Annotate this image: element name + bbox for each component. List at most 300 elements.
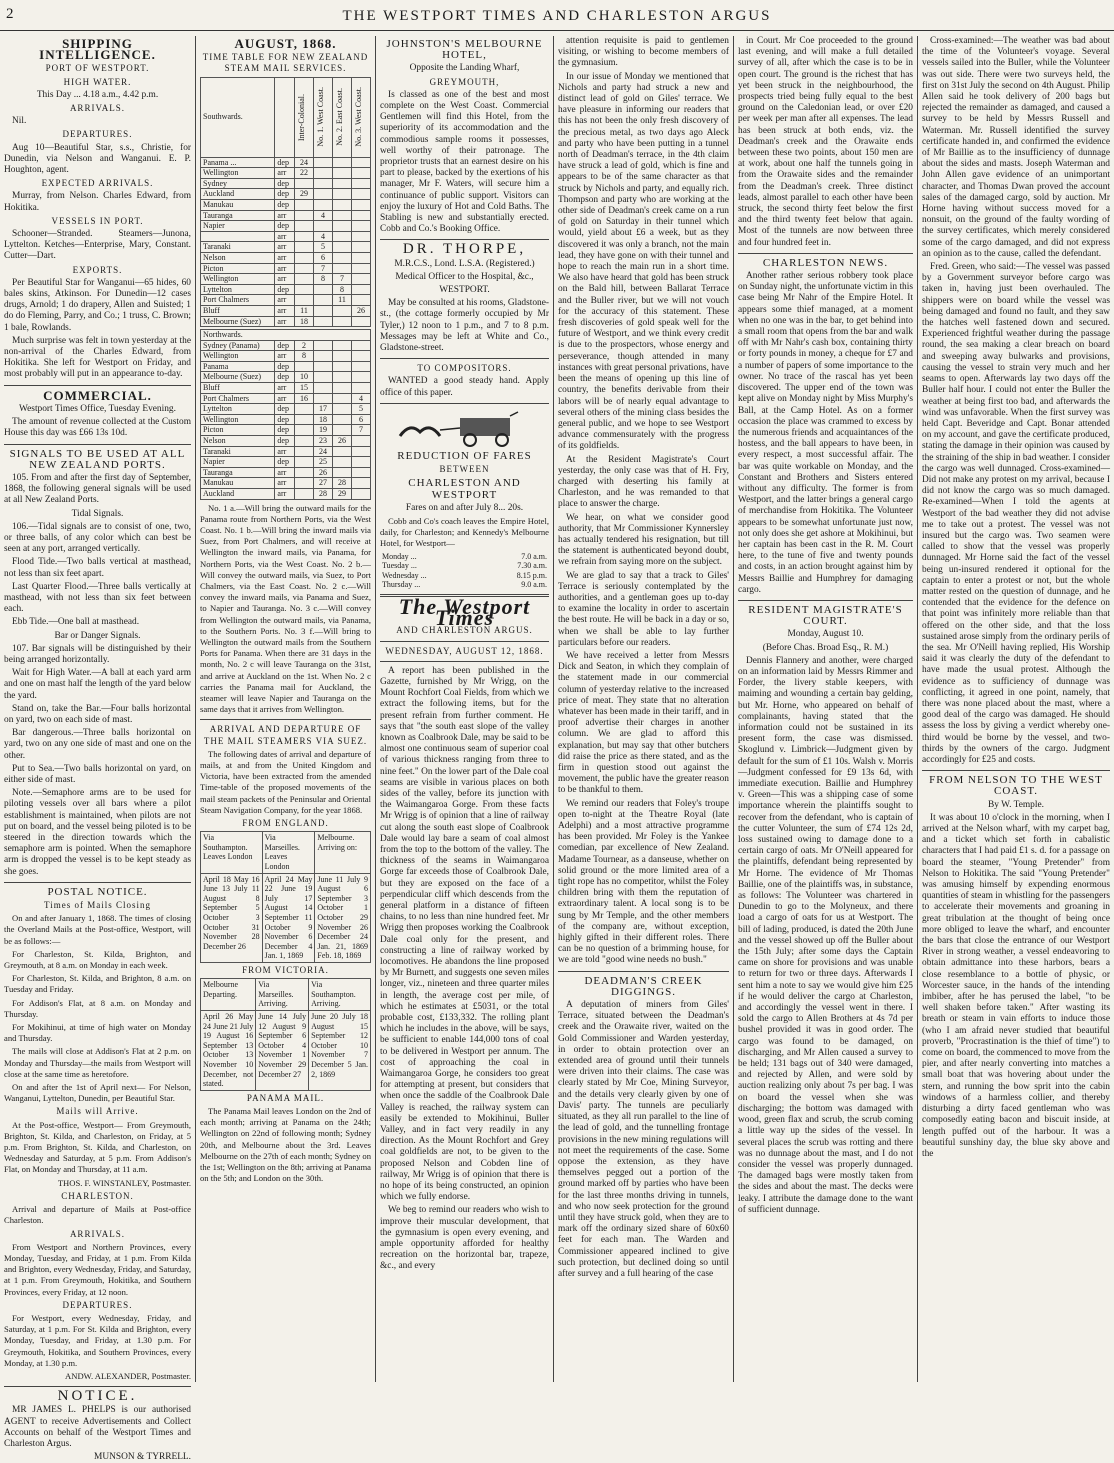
south-cell — [333, 168, 352, 179]
masthead-date: WEDNESDAY, AUGUST 12, 1868. — [385, 645, 544, 656]
north-cell: Auckland — [201, 489, 275, 500]
north-row — [201, 361, 371, 372]
north-cell — [333, 446, 352, 457]
south-cell: arr — [275, 263, 295, 274]
north-row — [201, 404, 371, 415]
south-cell: Auckland — [201, 189, 275, 200]
north-cell: 6 — [352, 414, 371, 425]
north-cell — [314, 351, 333, 362]
south-cell: arr — [275, 168, 295, 179]
charleston-intro: Arrival and departure of Mails at Post-office Charleston. — [4, 1204, 191, 1226]
north-cell: dep — [275, 425, 295, 436]
north-cell: Melbourne (Suez) — [201, 372, 275, 383]
c5-text-a: in Court. Mr Coe proceeded to the ground last evening, and will make a full detailed survey of all, after which the case is to be in open court. The ground is the richest that has yet been struck in the neighbourhood, the prospects tried being fully equal to the best ground on the Caledonian lead, or over £20 per week per man after all expenses. The lead has been struck at both ends, viz. the Deadman's creek and the Orawaite ends between these two points, about 150 men are at work, about one half the tunnels going in from the Orawaite sides and the remainder from the Deadman's creek. Three distinct leads, almost parallel to each other have been struck, the second thirty feet below the first and the third twenty feet below that again. Most of the tunnels are now between three and four hundred feet in. — [738, 36, 913, 248]
masthead-argus: AND CHARLESTON ARGUS. — [396, 625, 533, 636]
notice-title: NOTICE. — [57, 1388, 138, 1405]
north-cell: 7 — [352, 425, 371, 436]
fares-row — [380, 580, 549, 590]
north-cell — [295, 361, 314, 372]
south-cell — [295, 252, 314, 263]
notice-text: MR JAMES L. PHELPS is our authorised AGENT to receive Advertisements and Collect Accounts on behalf of the Westport Times and Charleston Argus. — [4, 1405, 191, 1449]
diggings-title: DEADMAN'S CREEK DIGGINGS. — [584, 974, 703, 998]
court-title: RESIDENT MAGISTRATE'S COURT. — [748, 603, 903, 628]
south-cell: Tauranga — [201, 210, 275, 221]
north-cell: 29 — [333, 489, 352, 500]
charleston-label: CHARLESTON. — [61, 1190, 134, 1201]
timetable-south — [200, 77, 371, 328]
eng-head-1: Via Southampton. Leaves London — [201, 832, 263, 873]
departures2-label: DEPARTURES. — [62, 1299, 133, 1310]
timetable-notes: No. 1 a.—Will bring the outward mails for the Panama route from Northern Ports, via the West Coast. No. 1 b.—Will bring the inward mails via Suez, from Port Chalmers, and will receive at Wellington the inward mails, via Panama, for Northern Ports, via the West Coast. No. 2 b.—Will convey the outward mails, via Suez, to Port Chalmers, via the East Coast. No. 2 c.—Will convey the inward mails, via Panama and Suez, to Napier and Tauranga. No. 3 c.—Will convey from Wellington the outward mails, via Panama, to the Southern Ports. No. 3 f.—Will bring to Wellington the outward mails from the Southern Ports for Panama. When there are 31 days in the month, No. 2 c will leave Tauranga on the 31st, and arrive at Auckland on the 1st. When No. 2 c carries the Panama mail for Auckland, the steamer will leave Napier and Tauranga on the same days that it arrives from Wellington. — [200, 502, 371, 715]
south-cell — [352, 252, 371, 263]
south-cell: Wellington — [201, 168, 275, 179]
north-row — [201, 446, 371, 457]
south-row — [201, 210, 371, 221]
south-cell: Wellington — [201, 274, 275, 285]
south-cell: dep — [275, 189, 295, 200]
eng-col-2: April 24 May 22 June 19 July 17 August 14 September 11 October 9 November 6 December 4 Jan. 1, 1869 — [262, 873, 315, 962]
notice-sign: MUNSON & TYRRELL. — [94, 1452, 191, 1463]
court-before: (Before Chas. Broad Esq., R. M.) — [762, 642, 889, 653]
north-cell: arr — [275, 446, 295, 457]
south-row — [201, 189, 371, 200]
south-cell — [352, 199, 371, 210]
north-cell — [295, 425, 314, 436]
column-6 — [918, 36, 1114, 1382]
vic-head-2: Via Marseilles. Arriving. — [256, 979, 309, 1011]
south-row — [201, 221, 371, 232]
north-cell: 23 — [314, 436, 333, 447]
newspaper-title: THE WESTPORT TIMES AND CHARLESTON ARGUS — [342, 8, 772, 24]
column-5 — [734, 36, 918, 1382]
north-cell: 10 — [295, 372, 314, 383]
south-cell — [352, 274, 371, 285]
north-cell: dep — [275, 340, 295, 351]
north-cell — [333, 351, 352, 362]
north-cell: 17 — [314, 404, 333, 415]
news-title: CHARLESTON NEWS. — [762, 256, 889, 269]
north-cell — [352, 383, 371, 394]
south-cell: Panama ... — [201, 157, 275, 168]
flood-tide: Flood Tide.—Two balls vertical at masthead, not less than six feet apart. — [4, 557, 191, 579]
timetable-north — [200, 329, 371, 500]
column-3 — [376, 36, 554, 1382]
eng-head-3: Melbourne. Arriving on: — [315, 832, 371, 873]
south-cell — [352, 168, 371, 179]
south-cell: arr — [275, 305, 295, 316]
south-cell — [333, 252, 352, 263]
paper-masthead: The Westport Times — [398, 593, 531, 631]
south-row — [201, 316, 371, 327]
fare-day: Tuesday ... — [382, 561, 417, 571]
north-cell — [352, 372, 371, 383]
c4-text-f: We have received a letter from Messrs Dick and Seaton, in which they complain of the statement made in our commercial column of yesterday relative to the increased price of meat. They state that no alteration whatever has been made in their tariff, and in proof advertise their charges in another column. We are glad to afford this explanation, but may say that other butchers did raise the price as there stated, and as the firm in question stood out against the movement, the public have the greater reason to be thankful to them. — [558, 650, 729, 796]
postal-title: POSTAL NOTICE. — [47, 885, 148, 898]
page-number: 2 — [6, 6, 14, 22]
north-cell: arr — [275, 383, 295, 394]
commercial-text: The amount of revenue collected at the Custom House this day was £66 13s 10d. — [4, 417, 191, 439]
south-cell — [295, 231, 314, 242]
south-cell: Melbourne (Suez) — [201, 316, 275, 327]
north-cell: 26 — [333, 436, 352, 447]
court-text: Dennis Flannery and another, were charged on an information laid by Messrs Rimmer and Forder, the livery stable keepers, with maiming and wounding a certain bay gelding, but Mr. Horne, who appeared on behalf of complainants, having stated that the information could not be sustained in its present form, the case was dismissed. Skoglund v. Limbrick—Judgment given by default for the sum of £1 10s. Walsh v. Morris—Judgment confessed for £9 13s 6d, with immediate execution. Baillie and Humphrey v. Green—This was a shipping case of some importance wherein the plaintiffs sought to recover from the defendant, who is captain of the cutter Volunteer, the sum of £74 12s 2d, loss sustained owing to damage done to a certain cargo of oats. Mr O'Neill appeared for the plaintiffs, defendant being represented by Mr Horne. The evidence of Mr Thomas Baillie, one of the plaintiffs was, in substance, as follows: The Volunteer was chartered in Dunedin to go to the Molyneux, and there load a cargo of oats for us at Westport. The bill of lading, produced, is dated the 20th June and the vessel showed up off the Buller about the 15th July; after some days the Captain came on shore for provisions and was unable to return for two or three days. Afterwards I sent him a note to say we would give him £25 if he would deliver the cargo at Charleston, and accordingly the vessel went in there. I sold the cargo to Allen Brothers at 4s 7d per bushel provided it was in good order. The cargo was found to be damaged, on discharging, and Mr Allen caused a survey to be held; 131 bags out of 340 were damaged, and rejected by Allen, and were sold by auction realizing only about 7s per bag. I was on board the vessel when she was discharging; the bottom was damaged with wood, green flax and scrub, the scrub coming a little way up the sides of the vessel. In several places the scrub was rotting and there was no dunnage about the mast, and I do not consider the vessel was properly dunnaged. The damaged bags were mostly taken from the sides and about the mast. The decks were leaky. I attribute the damage done to the want of sufficient dunnage. — [738, 655, 913, 1215]
south-row — [201, 274, 371, 285]
south-cell — [333, 157, 352, 168]
column-1 — [0, 36, 196, 1463]
north-cell — [352, 361, 371, 372]
vessels: Schooner—Stranded. Steamers—Junona, Lyttelton. Ketches—Enterprise, Mary, Constant. Cutter—Dart. — [4, 229, 191, 262]
south-cell — [352, 189, 371, 200]
south-row — [201, 295, 371, 306]
bar-dangerous: Bar dangerous.—Three balls horizontal on yard, two on any one side of mast and one on the other. — [4, 728, 191, 761]
north-cell — [314, 393, 333, 404]
south-cell — [314, 189, 333, 200]
north-cell — [333, 404, 352, 415]
north-cell: 28 — [314, 489, 333, 500]
south-cell: 29 — [295, 189, 314, 200]
north-cell: 5 — [352, 404, 371, 415]
north-cell: 15 — [295, 383, 314, 394]
column-2 — [196, 36, 376, 1382]
south-cell: 11 — [295, 305, 314, 316]
victoria-table — [200, 978, 371, 1091]
north-cell: dep — [275, 436, 295, 447]
north-cell — [352, 436, 371, 447]
south-cell — [295, 242, 314, 253]
north-row — [201, 467, 371, 478]
south-cell: arr — [275, 231, 295, 242]
south-cell — [314, 199, 333, 210]
north-cell: Taranaki — [201, 446, 275, 457]
hotel-title: JOHNSTON'S MELBOURNE HOTEL, — [386, 38, 543, 62]
north-cell — [314, 383, 333, 394]
vic-head-1: Melbourne Departing. — [201, 979, 256, 1011]
dr-town: WESTPORT. — [439, 285, 490, 296]
fares-row — [380, 571, 549, 581]
south-cell — [352, 242, 371, 253]
north-cell — [352, 489, 371, 500]
north-cell: Manukau — [201, 478, 275, 489]
south-cell — [333, 199, 352, 210]
south-cell: Napier — [201, 221, 275, 232]
fare-day: Wednesday ... — [382, 570, 427, 580]
c6-text-b: Fred. Green, who said:—The vessel was passed by a Government surveyor before cargo was taken in, having just been overhauled. The shippers were on board while the vessel was being damaged and found no fault, and they saw the hatches well fastened down and secured. Experienced frightful weather during the passage round, the sea making a clear breach on board and sweeping away bulwarks and provisions, causing the vessel to strain very much and her seams to open. Afterwards lay two days off the Buller half hour. I could not enter the Buller the weather at being first too bad, and afterwards the wind was unfavorable. When the first survey was held Capt. Beveridge and Capt. Bonar attended on my account, and gave the certificate produced, stating the damage in their opinion was caused by the straining of the ship in bad weather. I consider the cargo was well dunnaged. Cross-examined—Did not make any protest on my arrival, because I did not know the cargo was so much damaged. Re-examined—When I told the agents at Westport of the bad weather they did not advise me to take out a protest. The vessel was not insured but the cargo was. Two seamen were called to show that the vessel was properly dunnaged. Mr Horne said the fact of the vessel being un-insured rendered it optional for the captain to enter a protest or not, but the whole matter rested on the question of dunnage, and he contended that the evidence for the defence on that point was infinitely more reliable than that offered on the other side, and that the loss sustained arose simply from the ordinary perils of the sea. Mr O'Neill having replied, His Worship said it was clearly the duty of the defendant to have made the usual protest. Although the evidence as to sufficiency of dunnage was conflicting, it agreed in one point, namely, that there was none placed about the mast, where a good deal of the cargo was damaged. He should assess the loss by giving a verdict whereby one-third would be borne by the vessel, and two-thirds by the owners of the cargo. Judgment accordingly for £25 and costs. — [922, 262, 1110, 765]
north-cell: Port Chalmers — [201, 393, 275, 404]
north-cell — [295, 446, 314, 457]
comp-text: WANTED a good steady hand. Apply office of this paper. — [380, 376, 549, 398]
postmaster-2: ANDW. ALEXANDER, Postmaster. — [65, 1370, 191, 1381]
north-cell: arr — [275, 467, 295, 478]
semaphore-note: Note.—Semaphore arms are to be used for piloting vessels over all bars where a pilot establishment is maintained, when pilots are not put on board, and the vessel being piloted is to be steered in the direction towards which the semaphore arm is pointed. When the semaphore arm is dropped the vessel is to be kept steady as she goes. — [4, 788, 191, 877]
bar-label: Bar or Danger Signals. — [54, 630, 141, 641]
vic-col-3: June 20 July 18 August 15 September 12 October 10 November 7 December 5 Jan. 2, 1869 — [309, 1011, 371, 1091]
south-row — [201, 199, 371, 210]
south-cell — [314, 295, 333, 306]
north-cell — [314, 372, 333, 383]
south-row — [201, 263, 371, 274]
south-cell — [333, 305, 352, 316]
high-water: This Day ... 4.18 a.m., 4.42 p.m. — [36, 89, 159, 100]
south-cell: dep — [275, 199, 295, 210]
south-cell — [314, 157, 333, 168]
postal-2: For Charleston, St. Kilda, and Brighton, 8 a.m. on Tuesday and Friday. — [4, 973, 191, 995]
north-cell — [333, 372, 352, 383]
north-cell — [314, 340, 333, 351]
north-cell: Nelson — [201, 436, 275, 447]
south-cell — [295, 221, 314, 232]
west-coast-3-heading: No. 3. West Coast. — [354, 87, 363, 147]
column-4 — [554, 36, 734, 1382]
departures-label: DEPARTURES. — [62, 129, 133, 140]
north-cell — [333, 393, 352, 404]
fare-time: 8.15 p.m. — [516, 570, 547, 580]
southwards-heading: Southwards. — [201, 77, 275, 157]
south-cell: Manukau — [201, 199, 275, 210]
court-date: Monday, August 10. — [787, 629, 864, 640]
england-table — [200, 831, 371, 963]
south-row — [201, 168, 371, 179]
south-cell: arr — [275, 295, 295, 306]
south-cell — [333, 231, 352, 242]
date-title: AUGUST, 1868. — [234, 36, 337, 51]
south-cell: 4 — [314, 231, 333, 242]
north-cell: 26 — [314, 467, 333, 478]
south-row — [201, 231, 371, 242]
south-row — [201, 284, 371, 295]
south-cell — [352, 231, 371, 242]
exports: Per Beautiful Star for Wanganui—65 hides, 60 bales skins, Atkinson. For Dunedin—12 cases drugs, Arnold; 1 do drapery, Allen and Suisted; 1 do do Fleming, Parry, and Co.; 1 truss, C. Brown; 1 bale, Rowlands. — [4, 277, 191, 333]
north-cell: Bluff — [201, 383, 275, 394]
north-cell — [333, 361, 352, 372]
south-cell: Taranaki — [201, 242, 275, 253]
north-cell: 8 — [295, 351, 314, 362]
dr-officer: Medical Officer to the Hospital, &c., — [395, 271, 534, 282]
north-row — [201, 478, 371, 489]
south-cell: 22 — [295, 168, 314, 179]
port-heading: PORT OF WESTPORT. — [45, 63, 150, 74]
north-cell — [352, 340, 371, 351]
south-cell — [352, 210, 371, 221]
news-text: Another rather serious robbery took place on Sunday night, the unfortunate victim in this case being Mr Nahr of the Empire Hotel. It appears some thief managed, at a moment when no one was in the bar, to get behind into a small room that opens from the bar and walk off with Mr Nahr's cash box, containing thirty or forty pounds in money, a cheque for £7 and a number of papers of some importance to the owner. No trace of the rascal has yet been discovered. The upper end of the town was kept alive on Monday night by Miss Murphy's Ball, at the Camp Hotel. As on a former occasion the place was crammed to excess by the numerous friends and acquaintances of the hostess, and the ball appears to have been, in every respect, a most successful affair. The bar was quite workable on Monday, and the Constant and Brothers and Sisters entered without any difficulty. The former is from Westport, and the latter brings a general cargo of merchandise from Hokitika. The Volunteer appears to be somewhat unfortunate just now, not only does she get ashore at Mokihinui, but her captain has been cast in the R. M. Court here, to the tune of five and twenty pounds and costs, in an action brought against him by Messrs Baillie and Humphrey for damaging cargo. — [738, 271, 913, 595]
south-cell — [295, 284, 314, 295]
south-cell — [295, 274, 314, 285]
north-cell — [333, 467, 352, 478]
north-row — [201, 351, 371, 362]
north-cell — [295, 414, 314, 425]
shipping-title: SHIPPING INTELLIGENCE. — [39, 36, 156, 63]
south-cell: arr — [275, 210, 295, 221]
south-cell — [295, 199, 314, 210]
ebb-tide: Ebb Tide.—One ball at masthead. — [12, 617, 140, 628]
nelson-text: It was about 10 o'clock in the morning, when I arrived at the Nelson wharf, with my carpet bag, and a ticket which set forth in cabalistic characters that I had paid £1 s. d. for a passage on board the steamer, "Young Pretender" from Nelson to Hokitika. The said "Young Pretender" was amusing himself by expending enormous quantities of steam in whistling for the passengers to accelerate their movements and groaning in great tribulation at the thought of being once more obliged to leave the wharf, and encounter the bars that close the entrance of our Westport River in strong weather, a vessel endeavoring to obtain admittance into these harbors, bears a close resemblance to a bottle of physic, or Worcester sauce, in the hands of the intending imbiber, after he has perused the label, "to be well shaken before taken." After wasting its breath or steam in vain efforts to induce those (who I am afraid never studied that beautiful proverb, "Procrastination is the thief of time") to come on board, the commenced to move from the pier, and after nearly converting into matches a small boat that was hovering about under the stern, and running the bow sprit into the cabin windows of a harmless collier, and thereby disturbing a dirty faced gentleman who was composedly eating bacon and biscuit inside, at length puffed out of the harbour. It was a beautiful sunshiny day, the blue sky above and the — [922, 812, 1110, 1159]
concern: Much surprise was felt in town yesterday at the non-arrival of the Charles Edward, from Hokitika. She left for Westport on Friday, and most probably will put in an appearance to-day. — [4, 335, 191, 380]
exports-label: EXPORTS. — [72, 264, 123, 275]
nelson-by: By W. Temple. — [988, 799, 1044, 810]
south-cell — [333, 178, 352, 189]
north-cell — [352, 478, 371, 489]
leader-text: A report has been published in the Gazette, furnished by Mr Wrigg, on the Mount Rochfort Coal Fields, from which we extract the following items, but for the present refrain from further comment. He says that "the south east slope of the valley known as Coalbrook Dale, may be said to be almost one continuous seam of superior coal of various thickness ranging from three to nine feet." On the lower part of the Dale coal seams are visible in various places on both sides of the valley, before its junction with the Waimangaroa Gorge. From these facts Mr Wrigg is of opinion that a line of railway cut along the south east slope of Coalbrook Dale would lay bare a seam of coal almost from the top to the bottom of the valley. The thickness of the seams in Waimangaroa Gorge far exceeds those of Coalbrook Dale, but they are exposed on the face of a perpendicular cliff which descends from the general platform in a distance of fifteen chains, to no less than nine hundred feet. Mr Wrigg then proposes working the Coalbrook Dale coal only for the present, and constructing a line of railway worked by locomotives. He abandons the line proposed by Mr Burnett, and suggests one seven miles longer, viz., nineteen and three quarter miles in length, the average cost per mile, of which he estimates at £5031, or the total probable cost, £133,332. The rolling plant which he includes in the above, will be says, be sufficient to enable 144,000 tons of coal to be delivered in Westport per annum. The cost of approaching the coal in Waimangaroa Gorge, he considers too great for attempting at present, but considers that when once the saddle of the Coalbrook Dale Valley is reached, the railway system can easily be extended to Mokihinui, Buller Valley, and in fact very readily in any direction. As the Mount Rochfort and Grey coal goldfields are not, to be given to the proposed Nelson and Cobden line of railway, Mr Wrigg is of opinion that there is no hope of its being constructed, an opinion which we fully endorse. — [380, 665, 549, 1203]
hotel-town: GREYMOUTH, — [429, 76, 500, 87]
south-cell — [352, 263, 371, 274]
fare-day: Thursday ... — [382, 580, 421, 590]
south-cell: arr — [275, 274, 295, 285]
south-row — [201, 252, 371, 263]
north-row — [201, 340, 371, 351]
suez-title: ARRIVAL AND DEPARTURE OF THE MAIL STEAMERS VIA SUEZ. — [203, 724, 368, 746]
fares-row — [380, 552, 549, 562]
south-cell — [352, 157, 371, 168]
north-cell: 28 — [333, 478, 352, 489]
south-cell: 11 — [333, 295, 352, 306]
hotel-sub: Opposite the Landing Wharf, — [409, 63, 520, 74]
north-cell: dep — [275, 457, 295, 468]
north-cell: dep — [275, 372, 295, 383]
postal-4: For Mokihinui, at time of high water on Monday and Thursday. — [4, 1022, 191, 1044]
hotel-text: Is classed as one of the best and most complete on the West Coast. Commercial Gentlemen will find this Hotel, from the superiority of its accommodation and the commodious sample rooms it possesses, well worthy of their patronage. The proprietor trusts that an earnest desire on his part to please, backed by the exertions of his manager, Mr F. Waters, will secure him a continuance of public support. Visitors can enjoy the luxury of Hot and Cold Baths. The Stabling is new and substantially erected. Cobb and Co.'s Booking Office. — [380, 89, 549, 235]
timetable-title: TIME TABLE FOR NEW ZEALAND STEAM MAIL SERVICES. — [202, 52, 369, 74]
north-cell: arr — [275, 478, 295, 489]
gym-text: We beg to remind our readers who wish to improve their muscular development, that the gymnasium is open every evening, and ample opportunity afforded for healthy recreation on the horizontal bar, trapeze, &c., and every — [380, 1205, 549, 1272]
south-row — [201, 178, 371, 189]
bar-text: 107. Bar signals will be distinguished by their being arranged horizontally. — [4, 643, 191, 665]
south-cell: 8 — [333, 284, 352, 295]
high-water-label: HIGH WATER. — [63, 76, 132, 87]
north-row — [201, 425, 371, 436]
signals-intro: 105. From and after the first day of September, 1868, the following general signals will be used at all New Zealand Ports. — [4, 472, 191, 506]
north-cell — [333, 340, 352, 351]
south-cell: arr — [275, 316, 295, 327]
c4-text-e: We are glad to say that a track to Giles' Terrace is seriously contemplated by the authorities, and a gentleman goes up to-day to examine the locality in order to ascertain the best route. He will be back in a day or so, when we shall be able to lay further particulars before our readers. — [558, 570, 729, 648]
eng-head-2: Via Marseilles. Leaves London — [262, 832, 315, 873]
south-cell — [352, 316, 371, 327]
north-row — [201, 457, 371, 468]
south-cell — [295, 178, 314, 189]
south-cell: Nelson — [201, 252, 275, 263]
north-cell: Napier — [201, 457, 275, 468]
fares-row — [380, 561, 549, 571]
north-cell — [333, 383, 352, 394]
north-cell: 18 — [314, 414, 333, 425]
dr-title: DR. THORPE, — [402, 241, 527, 258]
south-cell — [352, 178, 371, 189]
comp-title: TO COMPOSITORS. — [417, 363, 512, 374]
suez-text: The following dates of arrival and departure of mails, at and from the United Kingdom and Victoria, have been extracted from the amended Time-table of the proposed movements of the mail steam packets of the Peninsular and Oriental Steam Navigation Company, for the year 1868. — [200, 748, 371, 815]
south-cell: Port Chalmers — [201, 295, 275, 306]
arrivals2-text: From Westport and Northern Provinces, every Monday, Tuesday, and Friday, at 1 p.m. From Kilda and Brighton, every Wednesday, Friday, and Saturday, at 1 p.m. From Greymouth, Hokitika, and Southern Provinces, every Friday, at 12 noon. — [4, 1241, 191, 1297]
expected-label: EXPECTED ARRIVALS. — [41, 178, 154, 189]
fare-time: 7.0 a.m. — [521, 551, 547, 561]
north-cell: Wellington — [201, 351, 275, 362]
c4-text-g: We remind our readers that Foley's troupe open to-night at the Theatre Royal (late Adelphi) and a most attractive programme has been provided. Mr Foley is the Yankee comedian, par excellence of New Zealand. Madame Tournear, as a danseuse, whether on solid ground or the more limited area of a tight rope has no competitor, whilst the Foley children bring with them the reputation of extraordinary talent. A local song is to be sung by Mr Temple, and the other members of the company are, without exception, highly gifted in their different roles. There can be no question of a brimming house, for we are told "good wine needs no bush." — [558, 798, 729, 966]
north-cell — [314, 361, 333, 372]
north-cell: 19 — [314, 425, 333, 436]
south-cell — [295, 263, 314, 274]
south-row — [201, 242, 371, 253]
postal-5: The mails will close at Addison's Flat at 2 p.m. on Monday and Thursday—the mails from Westport will close at the same time as heretofore. — [4, 1046, 191, 1079]
south-cell — [314, 284, 333, 295]
vic-head-3: Via Southampton. Arriving. — [309, 979, 371, 1011]
south-cell: arr — [275, 242, 295, 253]
arrivals2-label: ARRIVALS. — [69, 1228, 126, 1239]
c6-text-a: Cross-examined:—The weather was bad about the time of the Volunteer's voyage. Several vessels sailed into the Buller, while the Volunteer was out side. There were two surveys held, the first on 31st July the second on 4th August. Philip Allen said he took delivery of 200 bags but rejected the remainder as damaged, and caused a survey to be held by Messrs Russell and Waterman. Mr. Russell identified the survey certificate handed in, and confirmed the evidence of Mr Baillie as to the insufficiency of dunnage about the sides and masts. Joseph Waterman and John Allen gave evidence of an unimportant character, and Thomas Dwan proved the account sales of the damaged cargo, sold by auction. Mr Horne having without success moved for a nonsuit, on the ground of the faulty wording of the survey certificates, which merely considered some of the cargo damaged, and did not express an opinion as to the cause, called the defendant. — [922, 36, 1110, 259]
north-cell: 2 — [295, 340, 314, 351]
expected: Murray, from Nelson. Charles Edward, from Hokitika. — [4, 191, 191, 213]
south-row — [201, 157, 371, 168]
north-cell: arr — [275, 393, 295, 404]
south-cell — [333, 221, 352, 232]
north-cell — [352, 446, 371, 457]
north-cell: dep — [275, 361, 295, 372]
north-cell: Wellington — [201, 414, 275, 425]
tidal-label: Tidal Signals. — [71, 508, 124, 519]
north-cell: 27 — [314, 478, 333, 489]
south-cell — [333, 189, 352, 200]
fare-time: 9.0 a.m. — [521, 580, 547, 590]
diggings-text: A deputation of miners from Giles' Terrace, situated between the Deadman's creek and the Orawaite river, waited on the Gold Commissioner and Warden yesterday, in order to obtain protection over an extended area of ground until their tunnels were driven into their claims. The case was clearly stated by Mr Coe, Mining Surveyor, and the details very clearly given by one of Davis' party. The tunnels are peculiarly situated, as they all run parallel to the line of the lead of gold, and the tunnelling frontage provisions in the new mining regulations will not meet the requirements of the case. Some oppose the extension, as they have themselves pegged out a portion of the ground marked off by parties who have been for the last three months driving in tunnels, and who now seek protection for the ground until they have struck gold, when they are to mark off the ordinary sized share of 60x60 feet for each man. The Warden and Commissioner appeared inclined to give such protection, but declined doing so until after survey and a full hearing of the case — [558, 1000, 729, 1279]
arrivals: Nil. — [12, 116, 27, 127]
put-to-sea: Put to Sea.—Two balls horizontal on yard, on either side of mast. — [4, 763, 191, 785]
north-cell — [333, 414, 352, 425]
c4-text-c: At the Resident Magistrate's Court yesterday, the only case was that of H. Fry, charged with deserting his family at Charleston, and he was remanded to that place to answer the charge. — [558, 454, 729, 510]
fares-price: Fares on and after July 8... 20s. — [405, 502, 524, 513]
panama-text: The Panama Mail leaves London on the 2nd of each month; arriving at Panama on the 24th; Wellington on 22nd of following month; Sydney 20th, and Melbourne about the 3rd. Leaves Melbourne on the 27th of each month; Sydney on the 1st; Wellington on the 8th; arriving at Panama on the 5th; and London on the 30th. — [200, 1105, 371, 1184]
south-cell — [295, 295, 314, 306]
north-cell: 24 — [314, 446, 333, 457]
south-cell: 7 — [314, 263, 333, 274]
intercolonial-heading: Inter-Colonial. — [297, 93, 306, 141]
fare-time: 7.30 a.m. — [517, 561, 547, 571]
north-cell: arr — [275, 489, 295, 500]
south-cell: 7 — [333, 274, 352, 285]
fares-between: BETWEEN — [439, 464, 490, 475]
arrive-text: At the Post-office, Westport— From Greymouth, Brighton, St. Kilda, and Charleston, on Friday, at 5 p.m. From Brighton, St. Kilda, and Charleston, on Wednesday and Saturday, at 5 p.m. From Addison's Flat, on Monday and Thursday, at 11 a.m. — [4, 1119, 191, 1175]
south-cell: dep — [275, 284, 295, 295]
south-cell: dep — [275, 221, 295, 232]
stand-on: Stand on, take the Bar.—Four balls horizontal on yard, two on each side of mast. — [4, 703, 191, 725]
northwards-heading: Northwards. — [201, 330, 371, 341]
fares-title: REDUCTION OF FARES — [397, 449, 532, 462]
south-cell — [333, 316, 352, 327]
north-row — [201, 436, 371, 447]
panama-title: PANAMA MAIL. — [246, 1092, 325, 1103]
north-cell — [333, 425, 352, 436]
north-cell: Picton — [201, 425, 275, 436]
north-cell — [295, 457, 314, 468]
fares-text: Cobb and Co's coach leaves the Empire Hotel, daily, for Charleston; and Kennedy's Melbourne Hotel, for Westport— — [380, 515, 549, 549]
south-cell — [333, 210, 352, 221]
south-cell — [352, 295, 371, 306]
south-cell: arr — [275, 252, 295, 263]
fares-times — [380, 552, 549, 590]
signals-title: SIGNALS TO BE USED AT ALL NEW ZEALAND PORTS. — [9, 447, 186, 471]
north-row — [201, 393, 371, 404]
commercial-title: COMMERCIAL. — [43, 387, 152, 403]
south-cell — [201, 231, 275, 242]
postal-1: For Charleston, St. Kilda, Brighton, and Greymouth, at 8 a.m. on Monday in each week. — [4, 948, 191, 971]
north-cell — [352, 467, 371, 478]
north-cell: Tauranga — [201, 467, 275, 478]
south-cell — [314, 178, 333, 189]
north-cell — [295, 467, 314, 478]
south-cell: dep — [275, 157, 295, 168]
south-cell: 4 — [314, 210, 333, 221]
south-cell — [352, 284, 371, 295]
fare-day: Monday ... — [382, 551, 417, 561]
dr-text: May be consulted at his rooms, Gladstone-st., (the cottage formerly occupied by Mr Tyler,) 12 noon to 1 p.m., and 7 to 8 p.m. Messages may be left at White and Co., Gladstone-street. — [380, 298, 549, 354]
vic-col-1: April 26 May 24 June 21 July 19 August 16 September 13 October 13 November 10 December, not stated. — [201, 1011, 256, 1091]
south-cell: 26 — [352, 305, 371, 316]
north-cell: 25 — [314, 457, 333, 468]
